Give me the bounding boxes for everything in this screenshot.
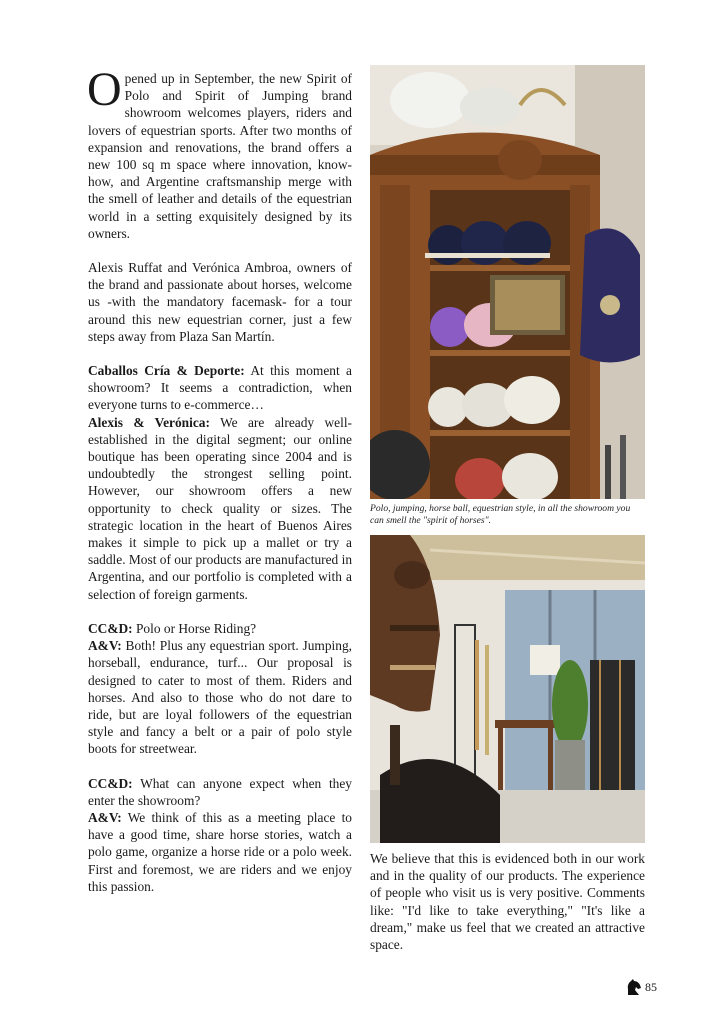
question-text: At this moment a showroom? It seems a contradiction, when everyone turns to e-commerce… (88, 363, 352, 413)
drop-cap: O (87, 63, 122, 116)
question-speaker: Caballos Cría & Deporte: (88, 363, 245, 379)
qa-block-1 (88, 362, 352, 603)
right-column (370, 850, 645, 953)
page-footer (625, 978, 657, 996)
question-text: What can anyone expect when they enter the showroom? (88, 775, 352, 808)
question-speaker: CC&D: (88, 620, 133, 636)
left-column (87, 63, 353, 912)
qa-block-3 (88, 775, 352, 895)
right-paragraph: We believe that this is evidenced both in our work and in the quality of our products. The experience of people who visit us is very positive. Comments like: "I'd like to take everything," "It's like a dream," make us feel that we created an attractive space. (370, 851, 645, 953)
owners-paragraph: Alexis Ruffat and Verónica Ambroa, owners of the brand and passionate about horses, welcome us -with the mandatory facemask- for a tour around this new equestrian corner, just a few steps away from Plaza San Martín. (88, 260, 352, 344)
photo-caption: Polo, jumping, horse ball, equestrian style, in all the showroom you can smell the "spirit of horses". (370, 503, 631, 526)
answer-speaker: A&V: (88, 638, 122, 654)
answer-text: We are already well-established in the digital segment; our online boutique has been operating since 2004 and is undoubtedly the strongest selling point. However, our showroom offers a new opportunity to check quality or sizes. The strategic location in the heart of Buenos Aires makes it simple to pick up a mallet or try a saddle. Most of our products are manufactured in Argentina, and our portfolio is completed with a selection of foreign garments. (88, 414, 353, 602)
intro-text: pened up in September, the new Spirit of Polo and Spirit of Jumping brand showroom welcomes players, riders and lovers of equestrian sports. After two months of expansion and renovations, the brand offers a new 100 sq m space where innovation, know-how, and Argentine craftsmanship merge with the smell of leather and details of the equestrian world in a setting exquisitely designed by its owners. (88, 71, 352, 241)
interior-photo-illustration (370, 535, 645, 843)
showroom-interior-photo (370, 535, 645, 843)
answer-text: Both! Plus any equestrian sport. Jumping, horseball, endurance, turf... Our proposal is designed to cater to most of them. Riders and horses. And also to those who do not dare to ride, but are loyal followers of the equestrian style and fancy a belt or a pair of polo style boots for streetwear. (88, 638, 352, 757)
question-text: Polo or Horse Riding? (132, 620, 257, 636)
showroom-shelf-photo (370, 65, 645, 499)
intro-paragraph (87, 63, 352, 242)
question-speaker: CC&D: (88, 775, 133, 791)
answer-speaker: Alexis & Verónica: (88, 414, 210, 430)
answer-speaker: A&V: (88, 809, 122, 825)
answer-text: We think of this as a meeting place to have a good time, share horse stories, watch a polo game, organize a horse ride or a polo week. First and foremost, we are riders and we enjoy this passion. (88, 809, 352, 894)
shelf-photo-illustration (370, 65, 645, 499)
qa-block-2 (88, 620, 352, 758)
page-number: 85 (645, 979, 657, 994)
horse-head-logo-icon (625, 978, 643, 996)
